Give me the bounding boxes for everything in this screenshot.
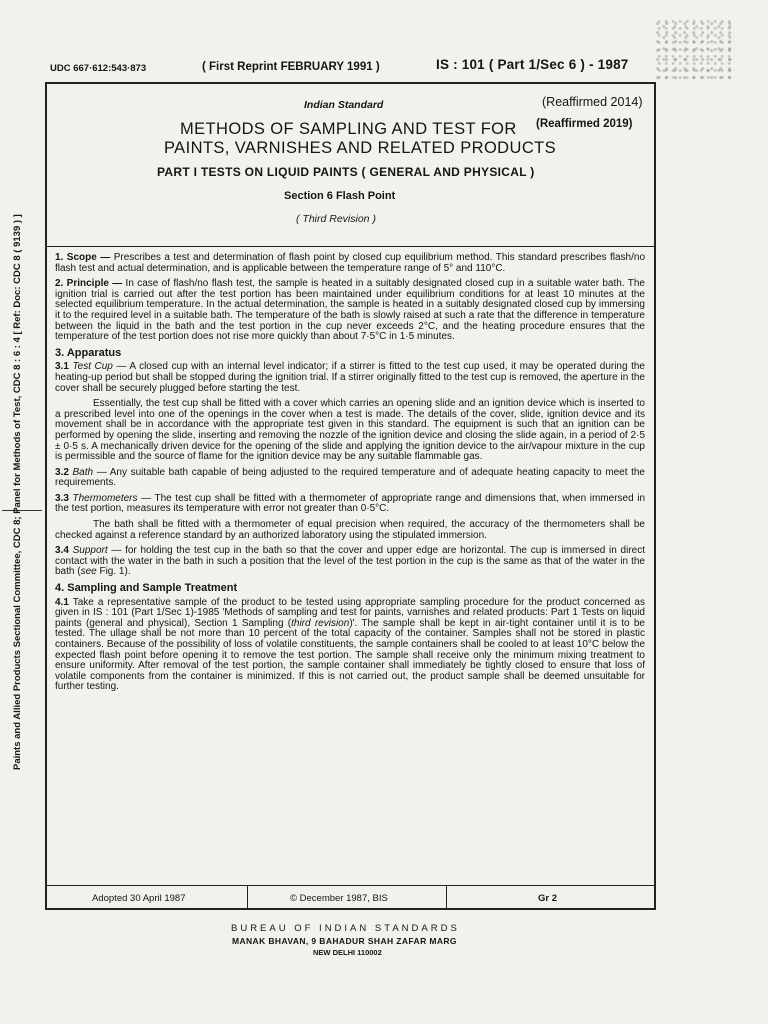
sampling-text-a: Take a representative sample of the product to be tested using appropriate sampling procedure for the product concerned as given in IS : 101 (Part 1/Sec 1)-1985 'Methods of sampling and test for paints, varnishes and related products: Part 1 Tests on liquid paints (general and physical), Section 1 Sampling (	[55, 596, 645, 629]
standard-number: IS : 101 ( Part 1/Sec 6 ) - 1987	[436, 57, 629, 72]
price-grade: Gr 2	[538, 893, 558, 904]
test-cup-number: 3.1	[55, 361, 69, 373]
committee-side-note: Paints and Allied Products Sectional Committee, CDC 8; Panel for Methods of Test, CDC 8 : 6 : 4 [ Ref: Doc: CDC 8 ( 9139 ) ]	[12, 214, 23, 770]
part-heading: PART I TESTS ON LIQUID PAINTS ( GENERAL AND PHYSICAL )	[157, 165, 535, 179]
reaffirmed-2014: (Reaffirmed 2014)	[542, 95, 643, 109]
udc-code: UDC 667·612:543·873	[50, 63, 147, 74]
thermometers-number: 3.3	[55, 492, 69, 504]
scope-paragraph	[55, 253, 645, 274]
test-cup-paragraph	[55, 362, 645, 394]
copyright-note: © December 1987, BIS	[290, 893, 388, 904]
publisher-address: MANAK BHAVAN, 9 BAHADUR SHAH ZAFAR MARG	[232, 936, 457, 946]
bath-title: Bath	[72, 466, 94, 478]
thermometers-text: — The test cup shall be fitted with a thermometer of appropriate range and dimensions that, when immersed in the test portion, measures its temperature with error not greater than 0·5°C.	[55, 492, 646, 515]
adopted-date: Adopted 30 April 1987	[92, 893, 186, 904]
test-cup-title: Test Cup	[72, 361, 113, 373]
section-heading: Section 6 Flash Point	[284, 190, 396, 202]
revision-label: ( Third Revision )	[296, 213, 376, 225]
support-number: 3.4	[55, 545, 69, 557]
sampling-text-b: )'. The sample shall be kept in air-tight container until it is to be tested. The ullage shall be not more than 10 percent of the total capacity of the container. Samples shall not be stored in plastic containers. Because of the possibility of loss of volatile constituents, the sample containers shall be cooled to at least 10°C below the expected flash point before opening it to remove the test portion. The sample shall receive only the minimum mixing treatment to ensure uniformity. After removal of the test portion, the sample container shall immediately be tightly closed to ensure that loss of volatile components from the container is minimized. If this is not carried out, the product sample shall be deemed unsuitable for further testing.	[55, 617, 645, 693]
apparatus-heading: 3. Apparatus	[55, 346, 122, 359]
footer-divider	[45, 885, 656, 886]
bath-thermometer-paragraph: The bath shall be fitted with a thermometer of equal precision when required, the accuracy of the thermometers shall be checked against a reference standard by an authorized laboratory using the stipulated immersion.	[55, 519, 645, 541]
support-text-b: Fig. 1).	[96, 566, 131, 578]
footer-cell-divider-1	[247, 885, 248, 910]
title-divider	[45, 246, 656, 247]
bath-text: — Any suitable bath capable of being adjusted to the required temperature and of adequate heating capacity to meet the requirements.	[55, 466, 645, 489]
principle-number: 2. Principle —	[55, 278, 123, 290]
thermometers-title: Thermometers	[72, 492, 138, 504]
sampling-paragraph	[55, 598, 645, 693]
document-body	[55, 253, 645, 698]
support-paragraph	[55, 546, 645, 578]
sampling-revision: third revision	[291, 617, 350, 629]
sampling-heading: 4. Sampling and Sample Treatment	[55, 582, 238, 595]
thermometers-paragraph	[55, 494, 645, 515]
principle-paragraph	[55, 279, 645, 343]
scan-specks	[655, 20, 735, 80]
test-cup-cover-paragraph: Essentially, the test cup shall be fitted with a cover which carries an opening slide and an ignition device which is inserted to a prescribed level into one of the openings in the cover when a test is made. The details of the cover, slide, ignition device and its movement shall be in accordance with the appropriate test given in this standard. The equipment is such that an ignition can be performed by opening the slide, inserting and removing the nozzle of the ignition device and closing the slide again, in a period of 2·5 ± 0·5 s. A mechanically driven device for the opening of the slide and applying the ignition device to the air/vapour mixture in the cup is permissible and the source of flame for the ignition device may be any suitable flammable gas.	[55, 398, 645, 463]
support-text-a: — for holding the test cup in the bath so that the cover and upper edge are horizontal. The cup is immersed in direct contact with the water in the bath in such a position that the level of the test portion in the cup is the same as that of the water in the bath (	[55, 545, 645, 578]
bath-number: 3.2	[55, 466, 69, 478]
indian-standard-label: Indian Standard	[304, 99, 384, 111]
test-cup-text: — A closed cup with an internal level indicator; if a stirrer is fitted to the test cup used, it may be operated during the heating-up period but shall be stopped during the ignition trial. If a stirrer originally fitted to the test cup is removed, the aperture in the cover shall be securely plugged before starting the test.	[55, 361, 645, 394]
publisher-city: NEW DELHI 110002	[313, 948, 382, 957]
scope-text: Prescribes a test and determination of flash point by closed cup equilibrium method. This standard prescribes flash/no flash test and actual determination, and is applicable between the temperature range of 5° and 110°C.	[55, 252, 646, 274]
footer-cell-divider-2	[446, 885, 447, 910]
bath-paragraph	[55, 468, 645, 489]
support-see: see	[80, 566, 97, 578]
reaffirmed-2019: (Reaffirmed 2019)	[536, 118, 633, 130]
reprint-note: ( First Reprint FEBRUARY 1991 )	[202, 61, 380, 73]
sampling-number: 4.1	[55, 596, 69, 608]
scope-number: 1. Scope —	[55, 252, 111, 263]
title-line-1: METHODS OF SAMPLING AND TEST FOR	[180, 120, 517, 138]
publisher-name: BUREAU OF INDIAN STANDARDS	[231, 923, 460, 934]
principle-text: In case of flash/no flash test, the sample is heated in a suitably designated closed cup in a suitable water bath. The ignition trial is carried out after the test portion has been maintained under equilibrium conditions for at least 10 minutes at the selected equilibrium temperature. In the actual determination, the sample is heated in a suitably designated closed cup by immersing it to the required level in a suitable bath. The temperature of the bath is slowly raised at such a rate that the difference in temperature between the liquid in the bath and the test portion in the cup never exceeds 2°C, and the heating procedure ensures that the temperature of the test portion does not rise more quickly than about 7·5°C in 1·5 minutes.	[55, 278, 645, 343]
title-line-2: PAINTS, VARNISHES AND RELATED PRODUCTS	[164, 139, 557, 157]
support-title: Support	[72, 545, 108, 557]
